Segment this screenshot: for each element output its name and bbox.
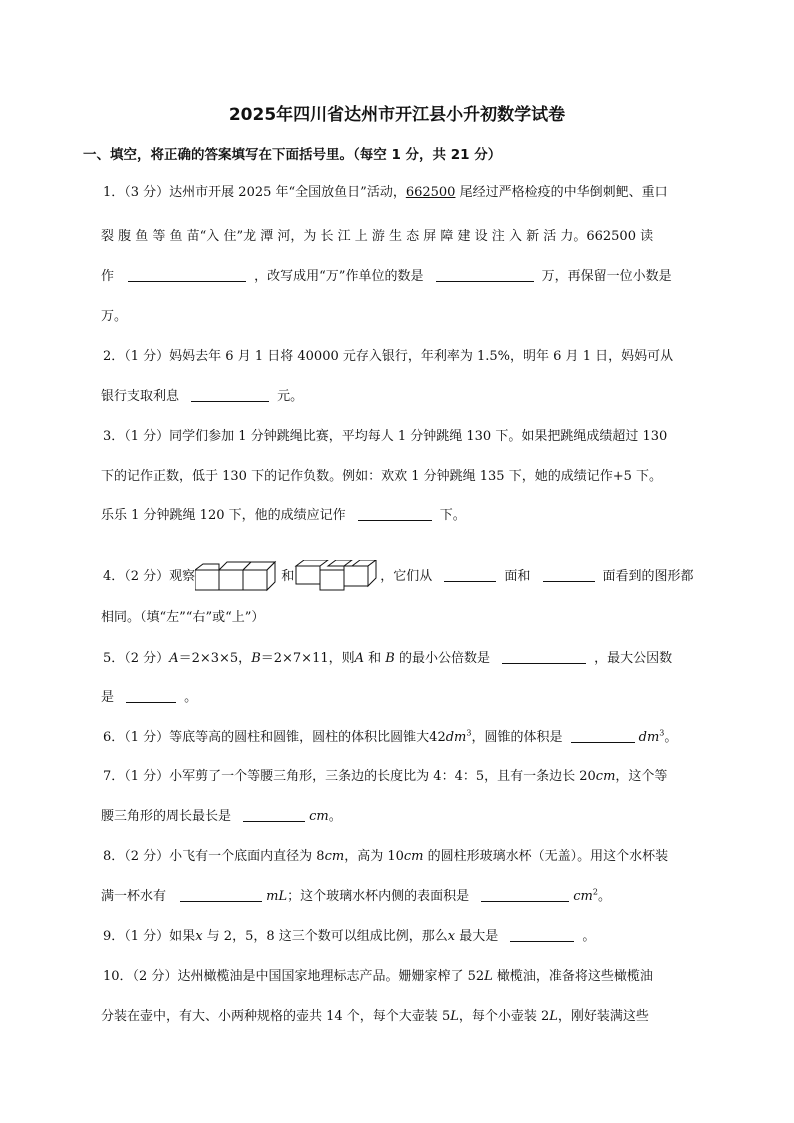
question-6-line-1 bbox=[103, 726, 677, 745]
question-10-line-1 bbox=[103, 965, 653, 984]
answer-blank[interactable] bbox=[358, 507, 432, 521]
q1-text-c: 尾经过严格检疫的中华倒刺鲃、重口 bbox=[455, 185, 668, 200]
q10-unit-2: L bbox=[450, 1009, 459, 1024]
q1-text-a: 1．（3 分）达州市开展 2025 年“全国放鱼日”活动， bbox=[103, 185, 406, 200]
question-1-line-1 bbox=[103, 181, 668, 200]
q7-end: 。 bbox=[328, 809, 342, 824]
q8-unit-1: cm bbox=[324, 849, 345, 864]
question-3-line-1: 3．（1 分）同学们参加 1 分钟跳绳比赛，平均每人 1 分钟跳绳 130 下。如果把跳绳成绩超过 130 bbox=[103, 429, 668, 444]
answer-blank[interactable] bbox=[481, 888, 569, 902]
answer-blank[interactable] bbox=[543, 568, 595, 582]
q1-round-label: 万，再保留一位小数是 bbox=[541, 269, 672, 284]
q8-exp: 2 bbox=[592, 887, 598, 897]
q5-and: 和 bbox=[364, 651, 386, 666]
answer-blank[interactable] bbox=[191, 388, 269, 402]
q2-label: 银行支取利息 bbox=[101, 389, 180, 404]
q5-var-b: B bbox=[251, 651, 261, 666]
answer-blank[interactable] bbox=[243, 808, 305, 822]
q8-unit-4: cm bbox=[573, 889, 593, 904]
q4-text-a: 4．（2 分）观察 bbox=[103, 569, 196, 584]
question-7-line-1 bbox=[103, 765, 667, 784]
q6-exp-2: 3 bbox=[659, 728, 665, 738]
q7-unit-2: cm bbox=[309, 809, 329, 824]
q5-is: 是 bbox=[101, 690, 115, 705]
q5-var-a: A bbox=[169, 651, 179, 666]
q9-text-a: 9．（1 分）如果 bbox=[103, 929, 196, 944]
q10-text-b: 橄榄油，准备将这些橄榄油 bbox=[492, 969, 653, 984]
answer-blank[interactable] bbox=[444, 568, 496, 582]
q2-unit: 元。 bbox=[277, 389, 304, 404]
q4-text-c: ，它们从 bbox=[380, 569, 433, 584]
q5-end: 。 bbox=[184, 690, 198, 705]
question-4-line-1 bbox=[103, 560, 694, 594]
question-7-line-2 bbox=[101, 805, 342, 824]
answer-blank[interactable] bbox=[510, 928, 574, 942]
q8-end: 。 bbox=[597, 889, 611, 904]
cube-figure-2 bbox=[294, 560, 380, 594]
q5-eq-2: ＝2×7×11，则 bbox=[260, 651, 355, 666]
q1-rewrite-label: ，改写成用“万”作单位的数是 bbox=[254, 269, 424, 284]
q3-unit: 下。 bbox=[439, 508, 466, 523]
q5-var-b2: B bbox=[385, 651, 395, 666]
question-5-line-1 bbox=[103, 647, 672, 666]
q9-text-b: 与 2，5，8 这三个数可以组成比例，那么 bbox=[202, 929, 448, 944]
question-1-line-2: 裂 腹 鱼 等 鱼 苗“入 住”龙 潭 河，为 长 江 上 游 生 态 屏 障 建 设 注 入 新 活 力。662500 读 bbox=[101, 229, 654, 244]
q6-text-a: 6．（1 分）等底等高的圆柱和圆锥，圆柱的体积比圆锥大42 bbox=[103, 730, 446, 745]
q9-text-c: 最大是 bbox=[455, 929, 499, 944]
question-8-line-1 bbox=[103, 845, 668, 864]
q10-unit-1: L bbox=[484, 969, 493, 984]
question-2-line-2 bbox=[101, 385, 303, 404]
answer-blank[interactable] bbox=[126, 689, 176, 703]
q8-text-a: 8．（2 分）小飞有一个底面内直径为 8 bbox=[103, 849, 325, 864]
q8-text-c: 的圆柱形玻璃水杯（无盖）。用这个水杯装 bbox=[423, 849, 669, 864]
answer-blank[interactable] bbox=[436, 268, 534, 282]
question-1-line-3 bbox=[101, 265, 672, 284]
q7-label: 腰三角形的周长最长是 bbox=[101, 809, 232, 824]
answer-blank[interactable] bbox=[502, 650, 586, 664]
section-heading: 一、填空，将正确的答案填写在下面括号里。（每空 1 分，共 21 分） bbox=[83, 147, 502, 163]
q9-var-x2: x bbox=[447, 929, 456, 944]
question-1-line-4: 万。 bbox=[101, 309, 128, 324]
q10-text-c: 分装在壶中，有大、小两种规格的壶共 14 个，每个大壶装 5 bbox=[101, 1009, 451, 1024]
question-5-line-2 bbox=[101, 686, 197, 705]
q7-text-a: 7．（1 分）小军剪了一个等腰三角形，三条边的长度比为 4：4：5，且有一条边长 20 bbox=[103, 769, 596, 784]
q5-eq-1: ＝2×3×5， bbox=[178, 651, 252, 666]
q6-text-b: ，圆锥的体积是 bbox=[471, 730, 563, 745]
question-10-line-2 bbox=[101, 1005, 649, 1024]
q5-text-a: 5．（2 分） bbox=[103, 651, 170, 666]
q10-text-e: ，刚好装满这些 bbox=[557, 1009, 649, 1024]
q6-unit: dm bbox=[445, 730, 467, 745]
question-2-line-1: 2．（1 分）妈妈去年 6 月 1 日将 40000 元存入银行，年利率为 1.5%，明年 6 月 1 日，妈妈可从 bbox=[103, 349, 674, 364]
q5-var-a2: A bbox=[354, 651, 365, 666]
page-title: 2025年四川省达州市开江县小升初数学试卷 bbox=[228, 105, 566, 125]
q8-unit-2: cm bbox=[403, 849, 424, 864]
question-4-line-2: 相同。（填“左”“右”或“上”） bbox=[101, 610, 265, 625]
answer-blank[interactable] bbox=[128, 268, 246, 282]
q6-exp: 3 bbox=[466, 728, 472, 738]
q8-unit-3: mL bbox=[266, 889, 288, 904]
q10-text-d: ，每个小壶装 2 bbox=[458, 1009, 550, 1024]
q8-text-b: ，高为 10 bbox=[344, 849, 404, 864]
q5-lcm-label: 的最小公倍数是 bbox=[394, 651, 490, 666]
q6-end: 。 bbox=[664, 730, 678, 745]
q9-end: 。 bbox=[582, 929, 596, 944]
q4-text-e: 面看到的图形都 bbox=[602, 569, 694, 584]
question-3-line-2: 下的记作正数，低于 130 下的记作负数。例如：欢欢 1 分钟跳绳 135 下，她的成绩记作+5 下。 bbox=[101, 469, 662, 484]
q4-text-b: 和 bbox=[281, 569, 295, 584]
q7-text-b: ，这个等 bbox=[615, 769, 668, 784]
q8-label-1: 满一杯水有 bbox=[101, 889, 167, 904]
q6-unit-2: dm bbox=[638, 730, 660, 745]
question-8-line-2 bbox=[101, 885, 611, 904]
q7-unit: cm bbox=[595, 769, 616, 784]
question-3-line-3 bbox=[101, 504, 466, 523]
q10-unit-3: L bbox=[549, 1009, 558, 1024]
q4-text-d: 面和 bbox=[504, 569, 531, 584]
q10-text-a: 10．（2 分）达州橄榄油是中国国家地理标志产品。姗姗家榨了 52 bbox=[103, 969, 485, 984]
q9-var-x: x bbox=[195, 929, 203, 944]
q8-label-2: ；这个玻璃水杯内侧的表面积是 bbox=[287, 889, 470, 904]
cube-figure-1 bbox=[195, 560, 281, 594]
answer-blank[interactable] bbox=[571, 729, 635, 743]
q1-read-label: 作 bbox=[101, 269, 115, 284]
q5-gcd-label: ，最大公因数 bbox=[594, 651, 673, 666]
q3-label: 乐乐 1 分钟跳绳 120 下，他的成绩应记作 bbox=[101, 508, 346, 523]
answer-blank[interactable] bbox=[180, 888, 262, 902]
question-9-line-1 bbox=[103, 925, 595, 944]
q1-number: 662500 bbox=[405, 185, 456, 200]
